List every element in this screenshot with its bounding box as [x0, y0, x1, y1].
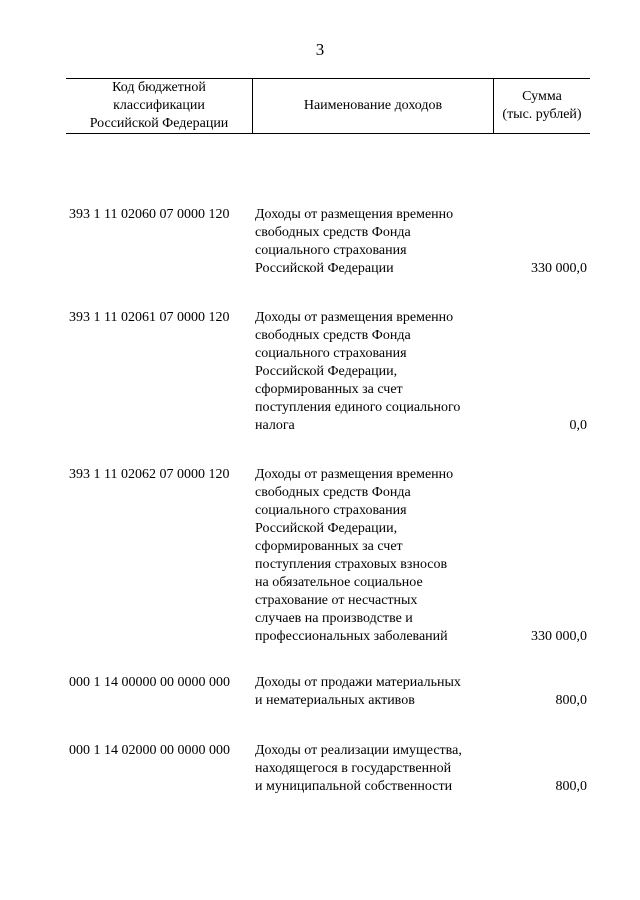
income-name-line: социального страхования — [255, 503, 407, 518]
income-name-line: находящегося в государственной — [255, 761, 452, 776]
income-name — [255, 206, 495, 278]
income-name-line: Доходы от размещения временно — [255, 467, 454, 482]
budget-code: 393 1 11 02061 07 0000 120 — [69, 310, 230, 325]
income-name-line: свободных средств Фонда — [255, 485, 411, 500]
income-name-line: и муниципальной собственности — [255, 779, 453, 794]
income-name-line: случаев на производстве и — [255, 611, 413, 626]
income-name-line: налога — [255, 418, 295, 433]
income-name-line: Доходы от реализации имущества, — [255, 743, 462, 758]
table-header — [66, 78, 590, 134]
income-name — [255, 742, 495, 796]
header-code-line: Код бюджетной — [112, 80, 206, 95]
header-name-column — [253, 79, 494, 133]
income-name-line: свободных средств Фонда — [255, 225, 411, 240]
income-name-line: сформированных за счет — [255, 382, 403, 397]
income-name-line: поступления единого социального — [255, 400, 461, 415]
income-name-line: Российской Федерации, — [255, 364, 398, 379]
header-sum-column — [494, 79, 590, 133]
income-name — [255, 466, 495, 646]
income-name-line: страхование от несчастных — [255, 593, 418, 608]
header-code-line: Российской Федерации — [89, 116, 229, 131]
budget-code: 393 1 11 02060 07 0000 120 — [69, 207, 230, 222]
income-name-line: Доходы от размещения временно — [255, 207, 454, 222]
income-name — [255, 309, 495, 435]
income-name-line: сформированных за счет — [255, 539, 403, 554]
income-name-line: Доходы от продажи материальных — [255, 675, 461, 690]
income-name — [255, 674, 495, 710]
income-name-line: Российской Федерации — [255, 261, 394, 276]
budget-code: 393 1 11 02062 07 0000 120 — [69, 467, 230, 482]
income-name-line: Доходы от размещения временно — [255, 310, 454, 325]
income-sum: 330 000,0 — [531, 261, 587, 276]
income-name-line: Российской Федерации, — [255, 521, 398, 536]
header-code-column — [66, 79, 253, 133]
income-name-line: поступления страховых взносов — [255, 557, 448, 572]
income-name-line: на обязательное социальное — [255, 575, 423, 590]
income-name-line: и нематериальных активов — [255, 693, 415, 708]
income-sum: 800,0 — [555, 779, 587, 794]
header-sum-line: (тыс. рублей) — [502, 107, 582, 122]
income-name-line: свободных средств Фонда — [255, 328, 411, 343]
budget-code: 000 1 14 02000 00 0000 000 — [69, 743, 230, 758]
income-name-line: социального страхования — [255, 243, 407, 258]
budget-code: 000 1 14 00000 00 0000 000 — [69, 675, 230, 690]
header-sum-line: Сумма — [522, 89, 562, 104]
income-sum: 0,0 — [569, 418, 587, 433]
income-table — [66, 78, 590, 794]
income-name-line: социального страхования — [255, 346, 407, 361]
header-code-line: классификации — [113, 98, 205, 113]
income-sum: 330 000,0 — [531, 629, 587, 644]
income-sum: 800,0 — [555, 693, 587, 708]
header-name-line: Наименование доходов — [303, 98, 443, 113]
page-number: 3 — [315, 40, 325, 59]
income-name-line: профессиональных заболеваний — [255, 629, 448, 644]
